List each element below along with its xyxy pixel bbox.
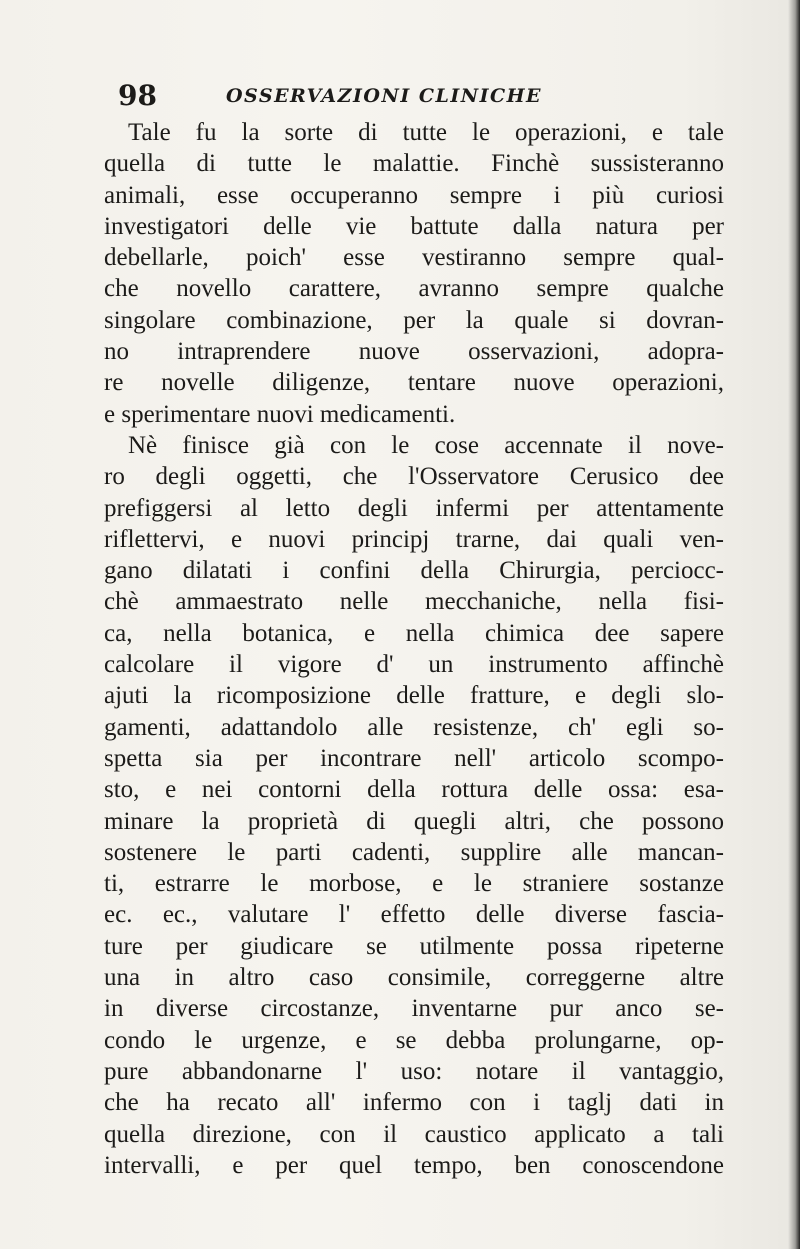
text-line: chè ammaestrato nelle mecchaniche, nella fisi- <box>104 588 724 616</box>
text-line: singolare combinazione, per la quale si dovran- <box>104 306 724 334</box>
text-line: che ha recato all' infermo con i taglj dati in <box>104 1089 724 1117</box>
text-line: pure abbandonarne l' uso: notare il vantaggio, <box>104 1057 724 1085</box>
text-line: animali, esse occuperanno sempre i più curiosi <box>104 181 724 209</box>
text-line: debellarle, poich' esse vestiranno sempre qual- <box>104 244 724 272</box>
page-header <box>118 78 618 114</box>
text-line: riflettervi, e nuovi principj trarne, dai quali ven- <box>104 525 724 553</box>
text-line: gamenti, adattandolo alle resistenze, ch' egli so- <box>104 713 724 741</box>
text-line: ec. ec., valutare l' effetto delle diverse fascia- <box>104 901 724 929</box>
text-line: prefiggersi al letto degli infermi per attentamente <box>104 494 724 522</box>
text-line: una in altro caso consimile, correggerne altre <box>104 964 724 992</box>
text-line: in diverse circostanze, inventarne pur anco se- <box>104 995 724 1023</box>
text-line: sto, e nei contorni della rottura delle ossa: esa- <box>104 776 724 804</box>
text-line: sostenere le parti cadenti, supplire alle mancan- <box>104 838 724 866</box>
text-line: no intraprendere nuove osservazioni, adopra- <box>104 338 724 366</box>
text-line: investigatori delle vie battute dalla natura per <box>104 212 724 240</box>
text-line: che novello carattere, avranno sempre qualche <box>104 275 724 303</box>
text-line: condo le urgenze, e se debba prolungarne, op- <box>104 1026 724 1054</box>
text-line: ro degli oggetti, che l'Osservatore Cerusico dee <box>104 463 724 491</box>
text-line: intervalli, e per quel tempo, ben conoscendone <box>104 1151 724 1179</box>
text-line: Nè finisce già con le cose accennate il nove- <box>128 431 724 459</box>
text-line: calcolare il vigore d' un instrumento affinchè <box>104 651 724 679</box>
page-edge-shadow <box>788 0 800 1249</box>
text-line: gano dilatati i confini della Chirurgia, perciocc- <box>104 557 724 585</box>
text-line: ajuti la ricomposizione delle fratture, e degli slo- <box>104 682 724 710</box>
text-line: e sperimentare nuovi medicamenti. <box>104 400 456 428</box>
text-line: ture per giudicare se utilmente possa ripeterne <box>104 932 724 960</box>
body-text <box>104 117 724 1181</box>
text-line: quella di tutte le malattie. Finchè sussisteranno <box>104 150 724 178</box>
text-line: spetta sia per incontrare nell' articolo scompo- <box>104 744 724 772</box>
text-line: ti, estrarre le morbose, e le straniere sostanze <box>104 870 724 898</box>
text-line: Tale fu la sorte di tutte le operazioni, e tale <box>128 119 724 146</box>
page-number: 98 <box>118 79 157 112</box>
text-line: quella direzione, con il caustico applicato a tali <box>104 1120 724 1148</box>
text-line: minare la proprietà di quegli altri, che possono <box>104 807 724 835</box>
text-line: re novelle diligenze, tentare nuove operazioni, <box>104 369 724 397</box>
text-line: ca, nella botanica, e nella chimica dee sapere <box>104 619 724 647</box>
running-head: OSSERVAZIONI CLINICHE <box>226 85 543 107</box>
